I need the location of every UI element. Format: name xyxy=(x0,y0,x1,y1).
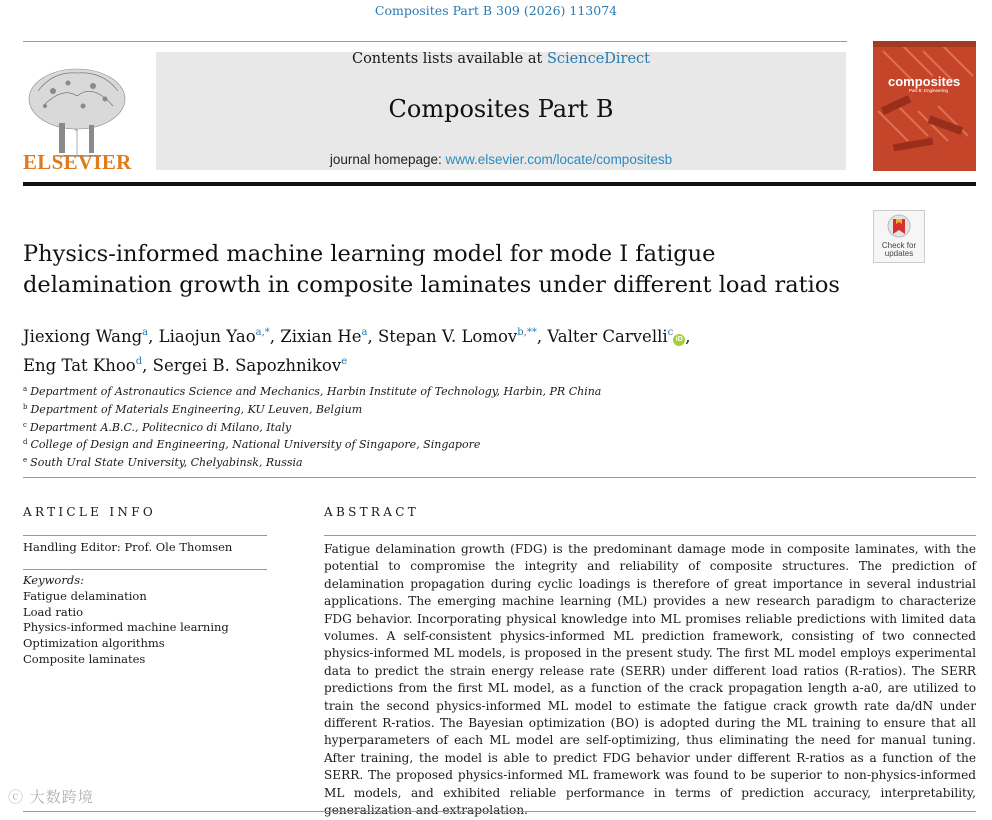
bookmark-icon xyxy=(874,211,924,241)
header-thick-rule xyxy=(23,182,976,186)
keywords-rule xyxy=(23,569,267,570)
author-separator: , xyxy=(148,327,159,346)
author-name[interactable]: Zixian He xyxy=(280,327,362,346)
keyword-item: Physics-informed machine learning xyxy=(23,620,229,635)
affiliation-item: $^c$ Department A.B.C., Politecnico di Milano, Italy xyxy=(23,420,292,434)
author-name[interactable]: Sergei B. Sapozhnikov xyxy=(152,356,342,375)
author-separator: , xyxy=(142,356,153,375)
watermark-logo-icon: ⓒ xyxy=(8,788,25,806)
keywords-block xyxy=(23,573,267,668)
journal-citation[interactable]: Composites Part B 309 (2026) 113074 xyxy=(374,3,618,18)
abstract-heading: ABSTRACT xyxy=(324,505,419,519)
affiliation-item: $^b$ Department of Materials Engineering, KU Leuven, Belgium xyxy=(23,402,363,416)
bottom-rule xyxy=(23,811,976,812)
affiliation-item: $^a$ Department of Astronautics Science and Mechanics, Harbin Institute of Technology, Harbin, PR China xyxy=(23,385,602,398)
author-affiliation-marker[interactable]: b,** xyxy=(517,327,537,338)
abstract-rule xyxy=(324,535,976,536)
author-affiliation-marker[interactable]: e xyxy=(341,356,348,367)
check-for-updates-label: Check for updates xyxy=(881,241,917,258)
affiliation-item: $^e$ South Ural State University, Chelyabinsk, Russia xyxy=(23,456,303,470)
author-affiliation-marker[interactable]: a xyxy=(142,327,149,338)
journal-header xyxy=(23,41,976,174)
affiliation-item: $^d$ College of Design and Engineering, National University of Singapore, Singapore xyxy=(23,438,481,452)
check-for-updates-badge[interactable] xyxy=(873,210,925,263)
keyword-item: Composite laminates xyxy=(23,651,146,666)
author-separator: , xyxy=(367,327,378,346)
author-affiliation-marker[interactable]: c xyxy=(667,327,674,338)
keyword-item: Optimization algorithms xyxy=(23,636,165,651)
article-info-rule xyxy=(23,535,267,536)
journal-cover-thumbnail[interactable] xyxy=(873,41,976,171)
author-name[interactable]: Stepan V. Lomov xyxy=(377,327,518,346)
cover-subtitle: Part B: Engineering xyxy=(909,88,949,93)
orcid-icon[interactable]: iD xyxy=(673,334,685,346)
journal-title: Composites Part B xyxy=(388,95,614,123)
keyword-item: Load ratio xyxy=(23,604,84,619)
author-separator: , xyxy=(685,327,691,346)
abstract-text: Fatigue delamination growth (FDG) is the predominant damage mode in composite laminates, with the potential to compromise the integrity and reliability of composite structures. The prediction of delamination propagation during cyclic loadings is therefore of great importance in several industrial applications. The emerging machine learning (ML) provides a new research paradigm to characterize FDG behavior. Incorporating physical knowledge into ML promises reliable predictions with limited data volumes. A self-consistent physics-informed ML prediction framework, consisting of two connected physics-informed ML models, is proposed in the present study. The first ML model employs experimental data to predict the strain energy release rate (SERR) under different load ratios (R-ratios). The SERR predictions from the first ML model, as a function of the crack propagation length a-a0, are utilized to train the second physics-informed ML model to estimate the fatigue crack growth rate da/dN under different R-ratios. The Bayesian optimization (BO) is adopted during the ML training to ensure that all hyperparameters of each ML model are self-optimizing, thus eliminating the need for manual tuning. After training, the model is able to predict FDG behavior under different R-ratios as a function of the SERR. The proposed physics-informed ML framework was found to be superior to non-physics-informed ML models, and exhibited reliable performance in terms of prediction accuracy, interpretability, xyxy=(324,542,976,800)
article-info-heading: ARTICLE INFO xyxy=(23,505,156,519)
author-affiliation-marker[interactable]: a,* xyxy=(255,327,270,338)
author-separator: , xyxy=(536,327,548,346)
sciencedirect-link[interactable]: ScienceDirect xyxy=(546,51,651,67)
author-name[interactable]: Liaojun Yao xyxy=(158,327,256,346)
affiliation-list xyxy=(23,382,723,471)
author-name[interactable]: Eng Tat Khoo xyxy=(23,356,136,375)
journal-homepage: journal homepage: www.elsevier.com/locate/compositesb xyxy=(329,152,673,167)
handling-editor: Handling Editor: Prof. Ole Thomsen xyxy=(23,540,233,554)
watermark: ⓒ 大数跨境 xyxy=(8,788,94,806)
header-rule xyxy=(23,41,847,42)
section-rule xyxy=(23,477,976,478)
author-affiliation-marker[interactable]: d xyxy=(135,356,143,367)
author-affiliation-marker[interactable]: a xyxy=(361,327,368,338)
author-list xyxy=(23,320,873,378)
journal-banner xyxy=(156,52,846,170)
cover-title: composites xyxy=(888,74,961,89)
cover-artwork xyxy=(873,41,976,171)
elsevier-wordmark[interactable]: ELSEVIER xyxy=(23,150,132,174)
keywords-heading: Keywords: xyxy=(23,573,84,587)
author-separator: , xyxy=(269,327,281,346)
homepage-link[interactable]: www.elsevier.com/locate/compositesb xyxy=(445,152,673,167)
contents-line: Contents lists available at ScienceDirect xyxy=(351,51,651,67)
author-name[interactable]: Jiexiong Wang xyxy=(23,327,143,346)
article-title: Physics-informed machine learning model for mode I fatigue delamination growth in composite laminates under different load ratios xyxy=(23,241,840,298)
author-name[interactable]: Valter Carvelli xyxy=(547,327,668,346)
keyword-item: Fatigue delamination xyxy=(23,588,147,603)
